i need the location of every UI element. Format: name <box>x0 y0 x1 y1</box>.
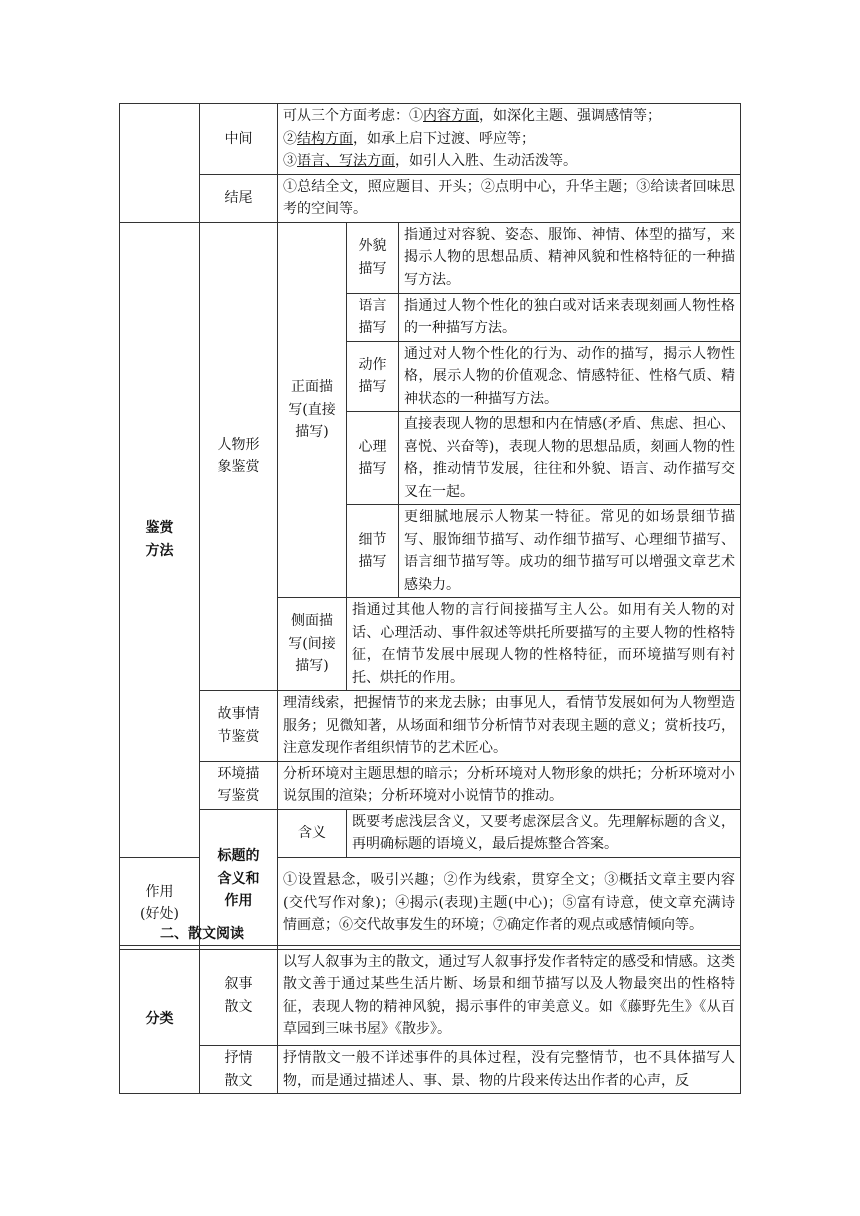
appearance-description-text: 指通过对容貌、姿态、服饰、神情、体型的描写，来揭示人物的思想品质、精神风貌和性格特征的一种描写方法。 <box>399 222 741 293</box>
middle-line2-suffix: ，如承上启下过渡、呼应等； <box>353 130 535 147</box>
psychology-label-line2: 描写 <box>358 461 387 477</box>
middle-label: 中间 <box>200 104 278 175</box>
environment-label-line1: 环境描 <box>217 765 260 782</box>
appreciation-label-line2: 方法 <box>145 542 174 559</box>
middle-content <box>278 104 741 175</box>
function-text: ①设置悬念，吸引兴趣；②作为线索，贯穿全文；③概括文章主要内容(交代写作对象)；④揭示(表现)主题(中心)；⑤富有诗意，使文章充满诗情画意；⑥交代故事发生的环境；⑦确定作者的观点或感情倾向等。 <box>278 857 741 949</box>
action-label-line2: 描写 <box>358 379 387 396</box>
narrative-prose-text: 以写人叙事为主的散文，通过写人叙事抒发作者特定的感受和情感。这类散文善于通过某些生活片断、场景和细节描写以及人物最突出的性格特征，表现人物的精神风貌，揭示事件的审美意义。如《藤野先生》《从百草园到三味书屋》《散步》。 <box>278 946 741 1046</box>
detail-label-line2: 描写 <box>358 554 387 570</box>
indirect-description-label <box>278 598 347 691</box>
lyric-label-line2: 散文 <box>224 1072 253 1089</box>
title-meaning-label-line1: 标题的 <box>217 848 260 865</box>
appearance-label-line2: 描写 <box>358 260 387 277</box>
character-label-line1: 人物形 <box>217 436 260 453</box>
detail-label-line1: 细节 <box>358 531 387 548</box>
language-description-text: 指通过人物个性化的独白或对话来表现刻画人物性格的一种描写方法。 <box>399 293 741 341</box>
narrative-prose-label <box>200 946 278 1046</box>
action-label-line1: 动作 <box>358 356 387 373</box>
action-description-label <box>347 341 399 412</box>
meaning-label: 含义 <box>278 809 347 857</box>
narrative-label-line2: 散文 <box>224 998 253 1015</box>
middle-line1-prefix: 可从三个方面考虑：① <box>283 108 423 124</box>
direct-label-line1: 正面描 <box>291 379 333 395</box>
appreciation-method-label <box>120 222 200 857</box>
function-label-line2: (好处) <box>140 906 179 922</box>
lyric-prose-text: 抒情散文一般不详述事件的具体过程，没有完整情节，也不具体描写人物，而是通过描述人、事、景、物的片段来传达出作者的心声，反 <box>278 1046 741 1094</box>
prose-reading-table <box>119 945 741 1094</box>
section-heading-prose: 二、散文阅读 <box>160 926 244 942</box>
environment-appreciation-label <box>200 761 278 809</box>
lyric-label-line1: 抒情 <box>224 1050 253 1066</box>
indirect-label-line1: 侧面描 <box>291 613 333 630</box>
indirect-label-line3: 描写) <box>295 658 329 675</box>
middle-line3-prefix: ③ <box>283 153 297 169</box>
plot-appreciation-label <box>200 691 278 762</box>
psychology-label-line1: 心理 <box>358 438 387 455</box>
language-description-label <box>347 293 399 341</box>
appearance-label-line1: 外貌 <box>358 238 387 254</box>
appreciation-label-line1: 鉴赏 <box>145 520 174 536</box>
detail-description-text: 更细腻地展示人物某一特征。常见的如场景细节描写、服饰细节描写、动作细节描写、心理细节描写、语言细节描写等。成功的细节描写可以增强文章艺术感染力。 <box>399 505 741 598</box>
plot-label-line1: 故事情 <box>217 706 260 723</box>
novel-reading-table <box>119 103 741 950</box>
psychology-description-label <box>347 412 399 505</box>
detail-description-label <box>347 505 399 598</box>
middle-line2-underlined: 结构方面 <box>297 130 353 147</box>
middle-line3-suffix: ，如引人入胜、生动活泼等。 <box>395 153 577 169</box>
language-label-line1: 语言 <box>358 297 387 314</box>
indirect-description-text: 指通过其他人物的言行间接描写主人公。如用有关人物的对话、心理活动、事件叙述等烘托所要描写的主要人物的性格特征，在情节发展中展现人物的性格特征，而环境描写则有衬托、烘托的作用。 <box>347 598 741 691</box>
action-description-text: 通过对人物个性化的行为、动作的描写，揭示人物性格，展示人物的价值观念、情感特征、性格气质、精神状态的一种描写方法。 <box>399 341 741 412</box>
title-meaning-label-line2: 含义和 <box>217 870 260 887</box>
middle-line1-suffix: ，如深化主题、强调感情等； <box>479 108 661 124</box>
middle-line1-underlined: 内容方面 <box>423 108 479 124</box>
indirect-label-line2: 写(间接 <box>288 635 336 652</box>
direct-label-line3: 描写) <box>295 424 329 440</box>
language-label-line2: 描写 <box>358 320 387 336</box>
environment-appreciation-text: 分析环境对主题思想的暗示；分析环境对人物形象的烘托；分析环境对小说氛围的渲染；分析环境对小说情节的推动。 <box>278 761 741 809</box>
plot-appreciation-text: 理清线索，把握情节的来龙去脉；由事见人，看情节发展如何为人物塑造服务；见微知著，从场面和细节分析情节对表现主题的意义；赏析技巧，注意发现作者组织情节的艺术匠心。 <box>278 691 741 762</box>
middle-line2-prefix: ② <box>283 130 297 147</box>
ending-content: ①总结全文，照应题目、开头；②点明中心，升华主题；③给读者回味思考的空间等。 <box>278 174 741 222</box>
direct-description-label <box>278 222 347 598</box>
plot-label-line2: 节鉴赏 <box>217 728 260 745</box>
environment-label-line2: 写鉴赏 <box>217 788 260 804</box>
category-label: 分类 <box>120 946 200 1094</box>
lyric-prose-label <box>200 1046 278 1094</box>
character-label-line2: 象鉴赏 <box>217 459 260 476</box>
ending-label: 结尾 <box>200 174 278 222</box>
direct-label-line2: 写(直接 <box>288 401 336 418</box>
title-meaning-label-line3: 作用 <box>224 893 253 910</box>
narrative-label-line1: 叙事 <box>224 976 253 992</box>
character-appreciation-label <box>200 222 278 691</box>
function-label-line1: 作用 <box>145 883 174 900</box>
blank-cell <box>120 104 200 223</box>
meaning-text: 既要考虑浅层含义，又要考虑深层含义。先理解标题的含义，再明确标题的语境义，最后提炼整合答案。 <box>347 809 741 857</box>
middle-line3-underlined: 语言、写法方面 <box>297 153 395 169</box>
psychology-description-text: 直接表现人物的思想和内在情感(矛盾、焦虑、担心、喜悦、兴奋等)，表现人物的思想品质，刻画人物的性格，推动情节发展，往往和外貌、语言、动作描写交叉在一起。 <box>399 412 741 505</box>
appearance-description-label <box>347 222 399 293</box>
